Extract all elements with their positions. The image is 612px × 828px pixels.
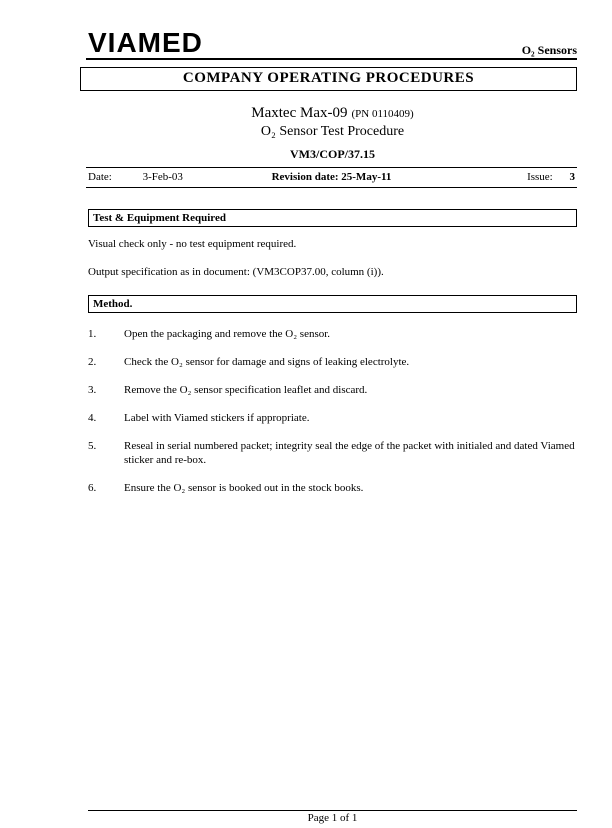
revision-date: Revision date: 25-May-11 [271, 171, 392, 183]
issue-value: 3 [569, 171, 575, 183]
document-reference: VM3/COP/37.15 [290, 147, 375, 161]
step-text: Remove the O₂ sensor specification leaflet and discard. [124, 384, 368, 396]
step-text: Open the packaging and remove the O₂ sensor. [124, 328, 331, 340]
header-rule [86, 58, 577, 60]
issue-label: Issue: [527, 171, 553, 183]
part-number: (PN 0110409) [351, 108, 414, 120]
header-product-line: O₂ Sensors [521, 43, 577, 57]
step-text: Check the O₂ sensor for damage and signs of leaking electrolyte. [124, 356, 410, 368]
step-text: Reseal in serial numbered packet; integrity seal the edge of the packet with initialed and dated Viamed sticker and re-box. [124, 440, 575, 466]
footer-rule [88, 810, 577, 811]
method-steps-list [88, 327, 577, 509]
step-text: Ensure the O₂ sensor is booked out in the stock books. [124, 482, 364, 494]
step-number: 3. [88, 384, 97, 396]
step-number: 2. [88, 356, 97, 368]
equipment-note-2: Output specification as in document: (VM3COP37.00, column (i)). [88, 266, 384, 278]
step-number: 6. [88, 482, 97, 494]
step-number: 5. [88, 440, 97, 452]
product-title-line [88, 104, 577, 122]
procedures-banner: COMPANY OPERATING PROCEDURES [80, 67, 577, 91]
step-number: 4. [88, 412, 97, 424]
equipment-note-1: Visual check only - no test equipment required. [88, 238, 297, 250]
method-step [88, 481, 577, 495]
method-step [88, 327, 577, 341]
method-step [88, 439, 577, 467]
procedure-title: O₂ Sensor Test Procedure [260, 124, 405, 139]
viamed-logo: VIAMED [88, 27, 203, 58]
section-heading-method: Method. [88, 295, 577, 313]
method-step [88, 411, 577, 425]
issue-group [527, 171, 575, 183]
date-value: 3-Feb-03 [142, 171, 183, 183]
step-number: 1. [88, 328, 97, 340]
page-number: Page 1 of 1 [307, 812, 358, 824]
method-step [88, 383, 577, 397]
date-label: Date: [88, 171, 112, 183]
product-name: Maxtec Max-09 [251, 105, 348, 121]
method-step [88, 355, 577, 369]
revision-meta-row [86, 167, 577, 188]
step-text: Label with Viamed stickers if appropriate. [124, 412, 310, 424]
section-heading-equipment: Test & Equipment Required [88, 209, 577, 227]
